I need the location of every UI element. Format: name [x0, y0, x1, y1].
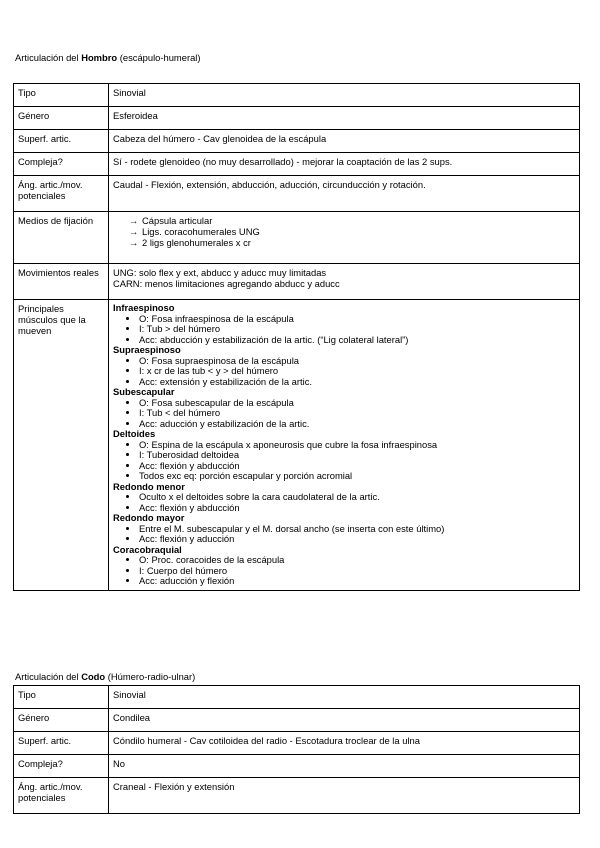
- row-value: No: [109, 755, 580, 778]
- row-value: Sí - rodete glenoideo (no muy desarrollado) - mejorar la coaptación de las 2 sups.: [109, 153, 580, 176]
- row-label: Género: [14, 107, 109, 130]
- table-row: [14, 264, 580, 300]
- row-label: Superf. artic.: [14, 732, 109, 755]
- row-value: Cóndilo humeral - Cav cotiloidea del radio - Escotadura troclear de la ulna: [109, 732, 580, 755]
- list-item: • Entre el M. subescapular y el M. dorsal ancho (se inserta con este último): [139, 524, 575, 535]
- list-item: • Oculto x el deltoides sobre la cara caudolateral de la artic.: [139, 492, 575, 503]
- list-item: → 2 ligs glenohumerales x cr: [129, 237, 575, 248]
- muscle-name: Redondo menor: [113, 480, 185, 492]
- row-value: [109, 300, 580, 591]
- row-label: Tipo: [14, 84, 109, 107]
- row-label: Compleja?: [14, 153, 109, 176]
- text-line: CARN: menos limitaciones agregando abducc y aducc: [113, 278, 340, 289]
- list-item: • O: Proc. coracoides de la escápula: [139, 555, 575, 566]
- muscle-list: [113, 492, 575, 513]
- row-label: Tipo: [14, 686, 109, 709]
- list-item: • O: Espina de la escápula x aponeurosis que cubre la fosa infraespinosa: [139, 440, 575, 451]
- muscle-name: Deltoides: [113, 428, 156, 439]
- row-value: Sinovial: [109, 686, 580, 709]
- list-item: • Acc: abducción y estabilización de la artic. (“Lig colateral lateral”): [139, 335, 575, 346]
- row-label: Áng. artic./mov. potenciales: [14, 778, 109, 814]
- row-value: Craneal - Flexión y extensión: [109, 778, 580, 814]
- muscle-list: [113, 555, 575, 587]
- muscle-name: Subescapular: [113, 386, 175, 397]
- fixation-list: [113, 215, 575, 248]
- list-item: → Ligs. coracohumerales UNG: [129, 226, 575, 237]
- muscle-name: Redondo mayor: [113, 512, 185, 523]
- table-row: [14, 176, 580, 212]
- row-value: [109, 212, 580, 264]
- row-label: Áng. artic./mov. potenciales: [14, 176, 109, 212]
- row-value: Esferoidea: [109, 107, 580, 130]
- table-row: [14, 84, 580, 107]
- shoulder-heading: Articulación del Hombro (escápulo-humeral): [15, 52, 201, 63]
- table-row: [14, 130, 580, 153]
- row-label: Compleja?: [14, 755, 109, 778]
- table-row: [14, 300, 580, 591]
- list-item: • Acc: flexión y abducción: [139, 503, 575, 514]
- table-row: [14, 709, 580, 732]
- muscle-list: [113, 524, 575, 545]
- muscle-name: Supraespinoso: [113, 344, 181, 355]
- table-row: [14, 778, 580, 814]
- muscle-name: Infraespinoso: [113, 302, 175, 313]
- list-item: • I: Cuerpo del húmero: [139, 566, 575, 577]
- list-item: • Todos exc eq: porción escapular y porción acromial: [139, 471, 575, 482]
- text-line: UNG: solo flex y ext, abducc y aducc muy limitadas: [113, 267, 327, 278]
- list-item: • O: Fosa subescapular de la escápula: [139, 398, 575, 409]
- list-item: • O: Fosa infraespinosa de la escápula: [139, 314, 575, 325]
- list-item: • Acc: aducción y flexión: [139, 576, 575, 587]
- list-item: • Acc: aducción y estabilización de la artic.: [139, 419, 575, 430]
- row-label: Movimientos reales: [14, 264, 109, 300]
- muscle-list: [113, 356, 575, 388]
- muscle-list: [113, 440, 575, 482]
- row-value: Caudal - Flexión, extensión, abducción, aducción, circunducción y rotación.: [109, 176, 580, 212]
- table-row: [14, 732, 580, 755]
- list-item: • I: Tub > del húmero: [139, 324, 575, 335]
- list-item: • Acc: flexión y aducción: [139, 534, 575, 545]
- elbow-table: [13, 685, 580, 814]
- list-item: • O: Fosa supraespinosa de la escápula: [139, 356, 575, 367]
- row-value: Condilea: [109, 709, 580, 732]
- row-value: [109, 264, 580, 300]
- muscle-name: Coracobraquial: [113, 543, 182, 555]
- elbow-heading: Articulación del Codo (Húmero-radio-ulnar): [15, 671, 196, 682]
- row-label: Medios de fijación: [14, 212, 109, 264]
- row-label: Género: [14, 709, 109, 732]
- muscle-list: [113, 314, 575, 346]
- list-item: • Acc: extensión y estabilización de la artic.: [139, 377, 575, 388]
- shoulder-table: [13, 83, 580, 591]
- list-item: • Acc: flexión y abducción: [139, 461, 575, 472]
- list-item: • I: Tub < del húmero: [139, 408, 575, 419]
- row-value: Cabeza del húmero - Cav glenoidea de la escápula: [109, 130, 580, 153]
- list-item: • I: x cr de las tub < y > del húmero: [139, 366, 575, 377]
- list-item: → Cápsula articular: [129, 215, 575, 226]
- table-row: [14, 686, 580, 709]
- table-row: [14, 755, 580, 778]
- table-row: [14, 212, 580, 264]
- table-row: [14, 153, 580, 176]
- list-item: • I: Tuberosidad deltoidea: [139, 450, 575, 461]
- table-row: [14, 107, 580, 130]
- row-label: Principales músculos que la mueven: [14, 300, 109, 591]
- row-label: Superf. artic.: [14, 130, 109, 153]
- row-value: Sinovial: [109, 84, 580, 107]
- muscle-list: [113, 398, 575, 430]
